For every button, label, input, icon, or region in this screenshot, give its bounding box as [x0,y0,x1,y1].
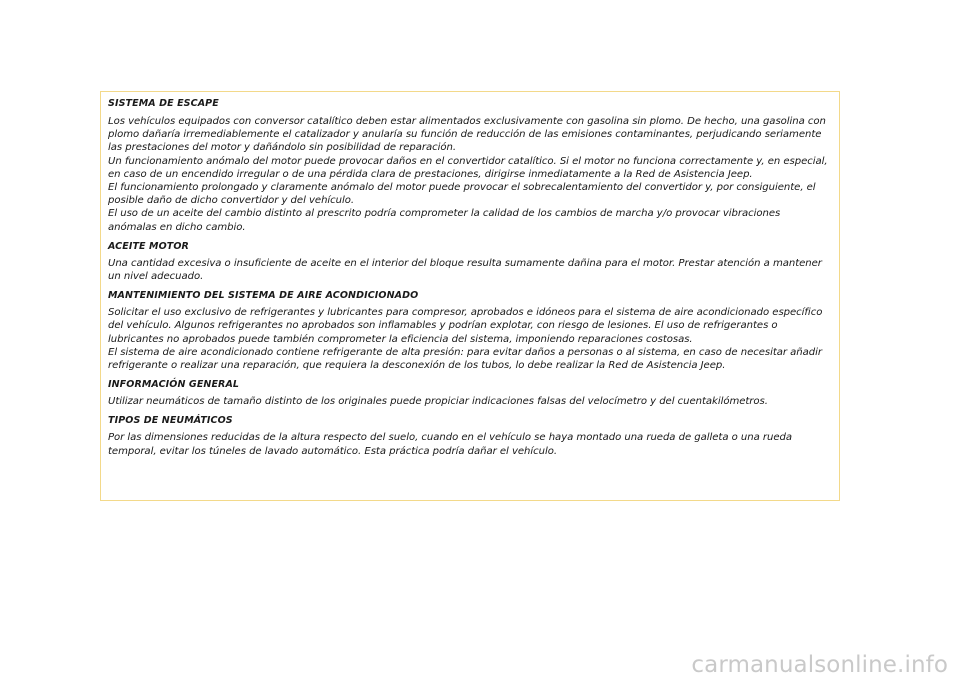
paragraph: El uso de un aceite del cambio distinto al prescrito podría comprometer la calidad de los cambios de marcha y/o provocar vibraciones anómalas en dicho cambio. [108,208,781,233]
section-sistema-de-escape [108,98,832,234]
section-title: SISTEMA DE ESCAPE [108,98,219,109]
section-informacion-general [108,379,832,408]
watermark-text: carmanualsonline.info [691,652,948,678]
paragraph: Una cantidad excesiva o insuficiente de aceite en el interior del bloque resulta sumamente dañina para el motor. Prestar atención a mantener un nivel adecuado. [108,257,822,283]
paragraph: Los vehículos equipados con conversor catalítico deben estar alimentados exclusivamente con gasolina sin plomo. De hecho, una gasolina con plomo dañaría irremediablemente el catalizador y anularía su función de reducción de las emisiones contaminantes, perjudicando seriamente las prestaciones del motor y dañándolo sin posibilidad de reparación. [108,116,826,154]
section-title: ACEITE MOTOR [108,240,189,252]
paragraph: Utilizar neumáticos de tamaño distinto de los originales puede propiciar indicaciones falsas del velocímetro y del cuentakilómetros. [108,396,768,408]
paragraph: El funcionamiento prolongado y claramente anómalo del motor puede provocar el sobrecalentamiento del convertidor y, por consiguiente, el posible daño de dicho convertidor y del vehículo. [108,182,816,207]
section-mantenimiento-aire-acondicionado [108,290,832,372]
warning-box [100,91,840,501]
paragraph: El sistema de aire acondicionado contiene refrigerante de alta presión: para evitar daños a personas o al sistema, en caso de necesitar añadir refrigerante o realizar una reparación, que requiera la desconexión de los tubos, lo debe realizar la Red de Asistencia Jeep. [108,346,822,372]
section-title: MANTENIMIENTO DEL SISTEMA DE AIRE ACONDICIONADO [108,290,419,302]
paragraph: Por las dimensiones reducidas de la altura respecto del suelo, cuando en el vehículo se haya montado una rueda de galleta o una rueda temporal, evitar los túneles de lavado automático. Esta práctica podría dañar el vehículo. [108,432,793,457]
section-tipos-de-neumaticos [108,415,832,457]
section-title: TIPOS DE NEUMÁTICOS [108,415,233,427]
paragraph: Un funcionamiento anómalo del motor puede provocar daños en el convertidor catalítico. Si el motor no funciona correctamente y, en especial, en caso de un encendido irregular o de una pérdida clara de prestaciones, dirigirse inmediatamente a la Red de Asistencia Jeep. [108,155,828,180]
section-title: INFORMACIÓN GENERAL [108,379,240,391]
section-aceite-motor [108,241,832,283]
paragraph: Solicitar el uso exclusivo de refrigerantes y lubricantes para compresor, aprobados e idóneos para el sistema de aire acondicionado específico del vehículo. Algunos refrigerantes no aprobados son inflamables y podrían explotar, con riesgo de lesiones. El uso de refrigerantes o lubricantes no aprobados puede también comprometer la eficiencia del sistema, imponiendo reparaciones costosas. [108,307,823,345]
